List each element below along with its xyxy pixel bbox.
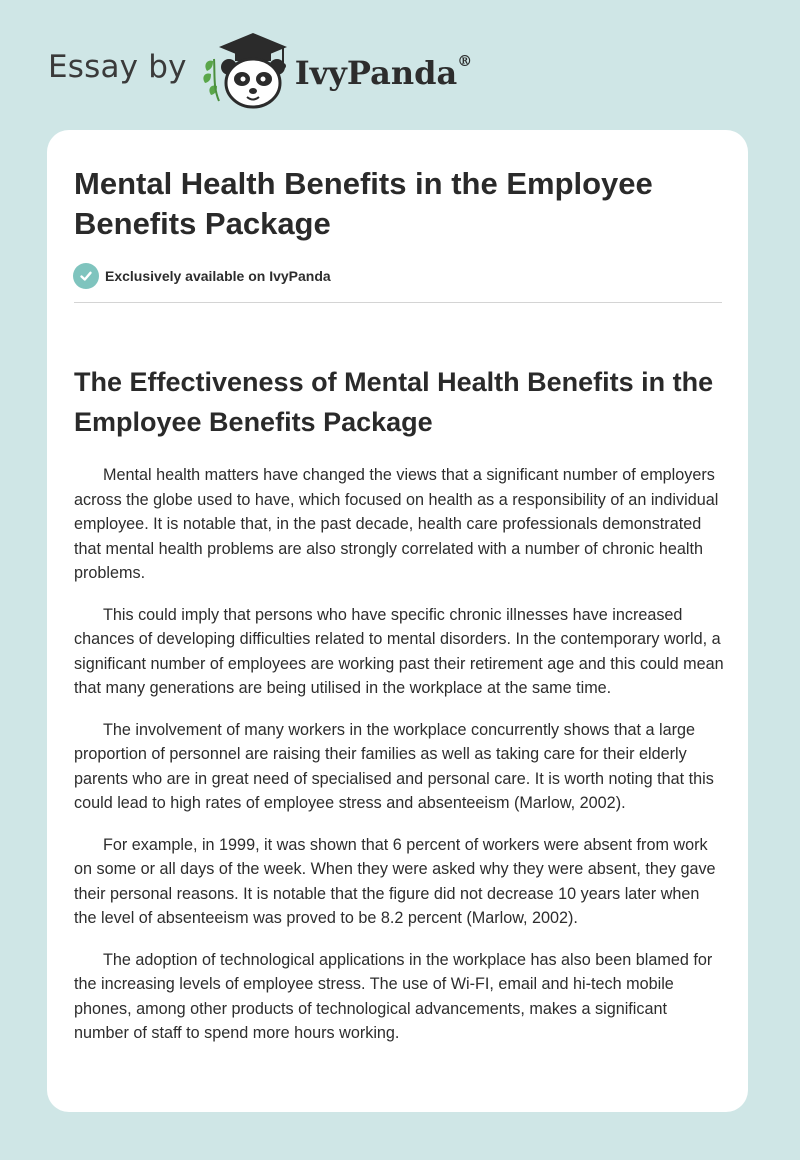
- exclusive-label: Exclusively available on IvyPanda: [105, 268, 331, 284]
- paragraph: Mental health matters have changed the views that a significant number of employers across the globe used to have, which focused on health as a responsibility of an individual employee. It is notable that, in the past decade, health care professionals demonstrated that mental health problems are also strongly correlated with a number of chronic health problems.: [74, 466, 719, 582]
- paragraph: This could imply that persons who have specific chronic illnesses have increased chances of developing difficulties related to mental disorders. In the contemporary world, a significant number of employees are working past their retirement age and this could mean that many generations are being utilised in the workplace at the same time.: [74, 605, 724, 697]
- article-card: [47, 130, 748, 1112]
- essay-by-label: Essay by: [48, 49, 187, 85]
- paragraph: The adoption of technological applications in the workplace has also been blamed for the increasing levels of employee stress. The use of Wi-FI, email and hi-tech mobile phones, among other products of technological advancements, makes a significant number of staff to spend more hours working.: [74, 950, 713, 1042]
- title-divider: [74, 302, 722, 303]
- site-header: [48, 28, 472, 112]
- brand-name: [295, 54, 472, 92]
- paragraph: For example, in 1999, it was shown that 6 percent of workers were absent from work on some or all days of the week. When they were asked why they were absent, they gave their personal reasons. It is notable that the figure did not decrease 10 years later when the level of absenteeism was proved to be 8.2 percent (Marlow, 2002).: [74, 835, 716, 927]
- panda-graduate-icon: [201, 29, 293, 111]
- article-title: Mental Health Benefits in the Employee Benefits Package: [74, 166, 653, 241]
- section-heading: The Effectiveness of Mental Health Benefits in the Employee Benefits Package: [74, 367, 714, 437]
- brand-name-text: IvyPanda: [294, 54, 458, 92]
- article-body: [74, 463, 725, 1063]
- ivypanda-logo[interactable]: [201, 29, 472, 111]
- paragraph: The involvement of many workers in the workplace concurrently shows that a large proportion of personnel are raising their families as well as taking care for their elderly parents who are in great need of specialised and personal care. It is worth noting that this could lead to high rates of employee stress and absenteeism (Marlow, 2002).: [74, 720, 714, 812]
- exclusive-badge: [73, 263, 331, 289]
- check-icon: [73, 263, 99, 289]
- registered-mark: ®: [457, 52, 473, 70]
